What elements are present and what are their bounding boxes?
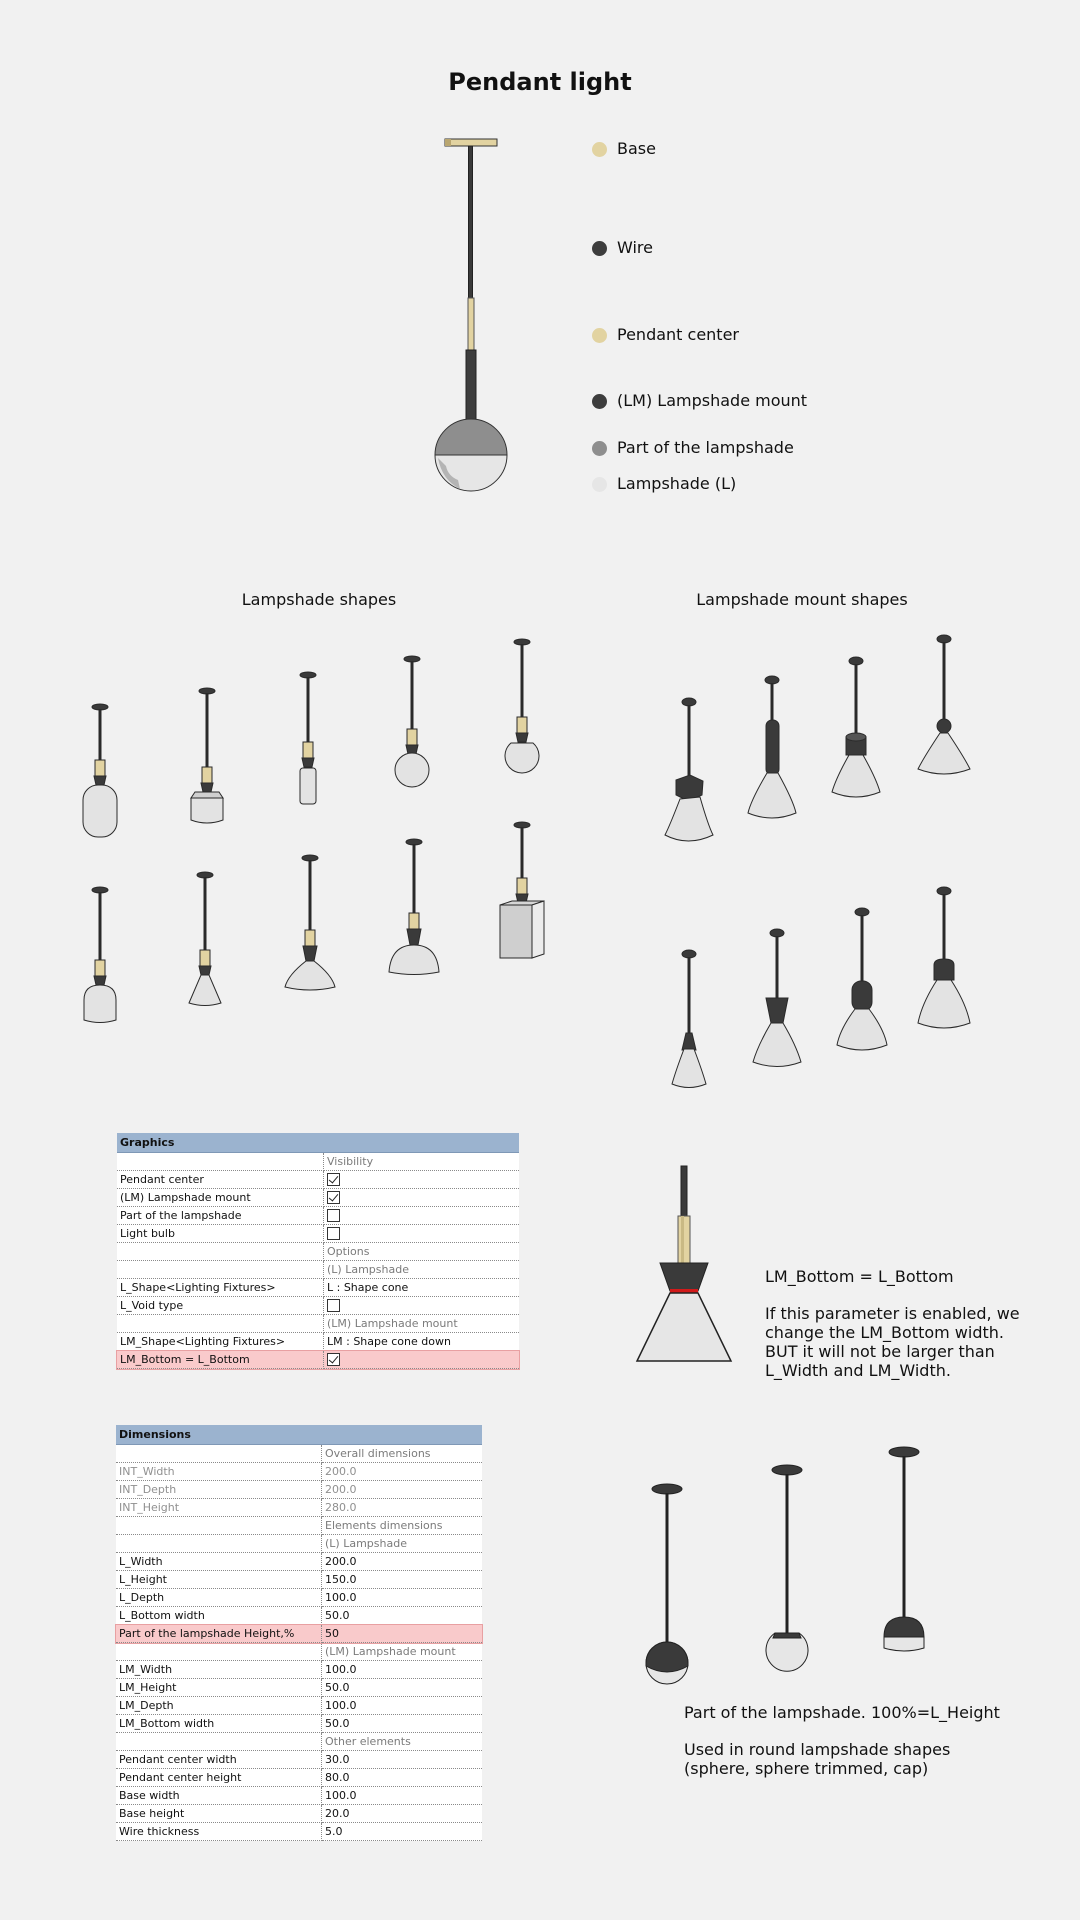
shape-sphere (395, 656, 429, 787)
row-checkbox[interactable] (327, 1209, 340, 1222)
row-label: INT_Depth (116, 1481, 322, 1499)
mount-cone-down (753, 929, 801, 1067)
row-label: L_Void type (117, 1297, 324, 1315)
row-value (324, 1225, 520, 1243)
table-header: Graphics (117, 1133, 519, 1153)
row-label: Wire thickness (116, 1823, 322, 1841)
row-value: 100.0 (322, 1589, 483, 1607)
row-label: Pendant center height (116, 1769, 322, 1787)
legend-swatch-base (592, 142, 607, 157)
table-row (116, 1571, 482, 1589)
row-value: L : Shape cone (324, 1279, 520, 1297)
row-value: Elements dimensions (322, 1517, 483, 1535)
shape-dome (389, 839, 439, 975)
legend-swatch-part-of-the-lampshade (592, 441, 607, 456)
mount-cone-up (672, 950, 706, 1088)
row-value: 100.0 (322, 1697, 483, 1715)
shape-tube (300, 672, 316, 804)
row-label: Pendant center (117, 1171, 324, 1189)
row-value (324, 1297, 520, 1315)
row-label: Part of the lampshade (117, 1207, 324, 1225)
row-checkbox[interactable] (327, 1353, 340, 1366)
row-label: LM_Shape<Lighting Fixtures> (117, 1333, 324, 1351)
legend-label-part-of-the-lampshade: Part of the lampshade (617, 438, 794, 457)
row-label: L_Shape<Lighting Fixtures> (117, 1279, 324, 1297)
part-note-heading: Part of the lampshade. 100%=L_Height (684, 1703, 1000, 1722)
mount-cap (918, 887, 970, 1028)
row-label: INT_Width (116, 1463, 322, 1481)
row-value: 150.0 (322, 1571, 483, 1589)
row-value: 200.0 (322, 1481, 483, 1499)
row-label: L_Bottom width (116, 1607, 322, 1625)
row-label: LM_Width (116, 1661, 322, 1679)
shape-sphere-trimmed (505, 639, 539, 773)
row-value: (L) Lampshade (322, 1535, 483, 1553)
table-row (117, 1279, 519, 1297)
part-sphere (646, 1484, 688, 1684)
legend-label-lampshade-l: Lampshade (L) (617, 474, 737, 493)
row-value: 200.0 (322, 1553, 483, 1571)
row-label (116, 1445, 322, 1463)
table-row (117, 1351, 519, 1369)
row-value (324, 1351, 520, 1369)
row-value: 50 (322, 1625, 483, 1643)
shape-capsule (83, 704, 117, 837)
row-value (324, 1207, 520, 1225)
row-checkbox[interactable] (327, 1173, 340, 1186)
table-group-row (117, 1315, 519, 1333)
table-group-row (116, 1643, 482, 1661)
row-label: L_Depth (116, 1589, 322, 1607)
table-row (116, 1463, 482, 1481)
table-row (116, 1823, 482, 1841)
row-label: INT_Height (116, 1499, 322, 1517)
legend-label-lm-lampshade-mount: (LM) Lampshade mount (617, 391, 808, 410)
table-row (116, 1607, 482, 1625)
row-label (116, 1517, 322, 1535)
table-group-row (117, 1243, 519, 1261)
legend-label-base: Base (617, 139, 656, 158)
mount-shapes-illustration (650, 625, 990, 1095)
legend-label-wire: Wire (617, 238, 653, 257)
row-value: 5.0 (322, 1823, 483, 1841)
row-value: 50.0 (322, 1607, 483, 1625)
table-group-row (116, 1445, 482, 1463)
table-row (116, 1787, 482, 1805)
row-value: 100.0 (322, 1787, 483, 1805)
legend-swatch-pendant-center (592, 328, 607, 343)
lm-bottom-illustration (630, 1160, 740, 1365)
table-row (117, 1225, 519, 1243)
table-row (117, 1189, 519, 1207)
row-label: L_Width (116, 1553, 322, 1571)
row-label (117, 1261, 324, 1279)
row-label: Base height (116, 1805, 322, 1823)
table-header: Dimensions (116, 1425, 482, 1445)
mount-shapes-title: Lampshade mount shapes (696, 590, 908, 609)
lm-bottom-note-body: If this parameter is enabled, we change the LM_Bottom width. BUT it will not be larger than L_Width and LM_Width. (765, 1304, 1020, 1380)
part-sphere-trimmed (766, 1465, 808, 1671)
row-value: 50.0 (322, 1715, 483, 1733)
mount-cylinder (748, 676, 796, 818)
row-value: (LM) Lampshade mount (324, 1315, 520, 1333)
table-row (117, 1171, 519, 1189)
row-value: 30.0 (322, 1751, 483, 1769)
part-of-lampshade-illustration (640, 1440, 930, 1690)
pendant-main-illustration (430, 130, 510, 500)
part-note-body: Used in round lampshade shapes (sphere, sphere trimmed, cap) (684, 1740, 951, 1778)
row-value: LM : Shape cone down (324, 1333, 520, 1351)
shape-cap-cylinder (84, 887, 116, 1023)
lm-bottom-note-heading: LM_Bottom = L_Bottom (765, 1267, 954, 1286)
table-row (116, 1769, 482, 1787)
row-label (117, 1315, 324, 1333)
row-value: Overall dimensions (322, 1445, 483, 1463)
table-row (117, 1333, 519, 1351)
row-value: 20.0 (322, 1805, 483, 1823)
row-label (116, 1643, 322, 1661)
row-checkbox[interactable] (327, 1191, 340, 1204)
legend-label-pendant-center: Pendant center (617, 325, 739, 344)
row-label: LM_Bottom width (116, 1715, 322, 1733)
row-label (117, 1153, 324, 1171)
lampshade-shapes-title: Lampshade shapes (241, 590, 397, 609)
row-label: LM_Height (116, 1679, 322, 1697)
row-label: LM_Depth (116, 1697, 322, 1715)
table-group-row (116, 1535, 482, 1553)
mount-capsule (837, 908, 887, 1050)
row-label (116, 1733, 322, 1751)
legend-swatch-lampshade-l (592, 477, 607, 492)
lampshade-shapes-illustration (60, 625, 560, 1035)
page-title: Pendant light (448, 68, 632, 96)
table-row (117, 1207, 519, 1225)
table-row (116, 1751, 482, 1769)
table-row (116, 1697, 482, 1715)
row-label: LM_Bottom = L_Bottom (117, 1351, 324, 1369)
table-row (116, 1661, 482, 1679)
legend-swatch-lm-lampshade-mount (592, 394, 607, 409)
row-checkbox[interactable] (327, 1299, 340, 1312)
row-value (324, 1189, 520, 1207)
row-value: (LM) Lampshade mount (322, 1643, 483, 1661)
shape-cone-wide (285, 855, 335, 990)
row-value: 50.0 (322, 1679, 483, 1697)
row-value: Other elements (322, 1733, 483, 1751)
legend-swatch-wire (592, 241, 607, 256)
table-row (116, 1481, 482, 1499)
row-value: Options (324, 1243, 520, 1261)
row-value: 100.0 (322, 1661, 483, 1679)
table-group-row (116, 1517, 482, 1535)
row-value: (L) Lampshade (324, 1261, 520, 1279)
row-label: L_Height (116, 1571, 322, 1589)
table-row (117, 1297, 519, 1315)
mount-sphere (918, 635, 970, 774)
table-group-row (117, 1153, 519, 1171)
graphics-properties-table (117, 1133, 519, 1369)
row-label (116, 1535, 322, 1553)
shape-box (500, 822, 544, 958)
part-cap (884, 1447, 924, 1651)
shape-cylinder (191, 688, 223, 823)
row-label: Light bulb (117, 1225, 324, 1243)
table-row (116, 1679, 482, 1697)
table-row (116, 1589, 482, 1607)
row-checkbox[interactable] (327, 1227, 340, 1240)
row-label: (LM) Lampshade mount (117, 1189, 324, 1207)
dimensions-properties-table (116, 1425, 482, 1841)
table-row (116, 1625, 482, 1643)
table-group-row (116, 1733, 482, 1751)
row-label: Base width (116, 1787, 322, 1805)
table-row (116, 1553, 482, 1571)
row-value: 200.0 (322, 1463, 483, 1481)
row-label (117, 1243, 324, 1261)
mount-short-cylinder (832, 657, 880, 797)
row-label: Part of the lampshade Height,% (116, 1625, 322, 1643)
table-row (116, 1805, 482, 1823)
row-label: Pendant center width (116, 1751, 322, 1769)
table-group-row (117, 1261, 519, 1279)
row-value: Visibility (324, 1153, 520, 1171)
table-row (116, 1715, 482, 1733)
shape-cone (189, 872, 221, 1006)
row-value (324, 1171, 520, 1189)
table-row (116, 1499, 482, 1517)
row-value: 80.0 (322, 1769, 483, 1787)
row-value: 280.0 (322, 1499, 483, 1517)
mount-box (665, 698, 713, 841)
